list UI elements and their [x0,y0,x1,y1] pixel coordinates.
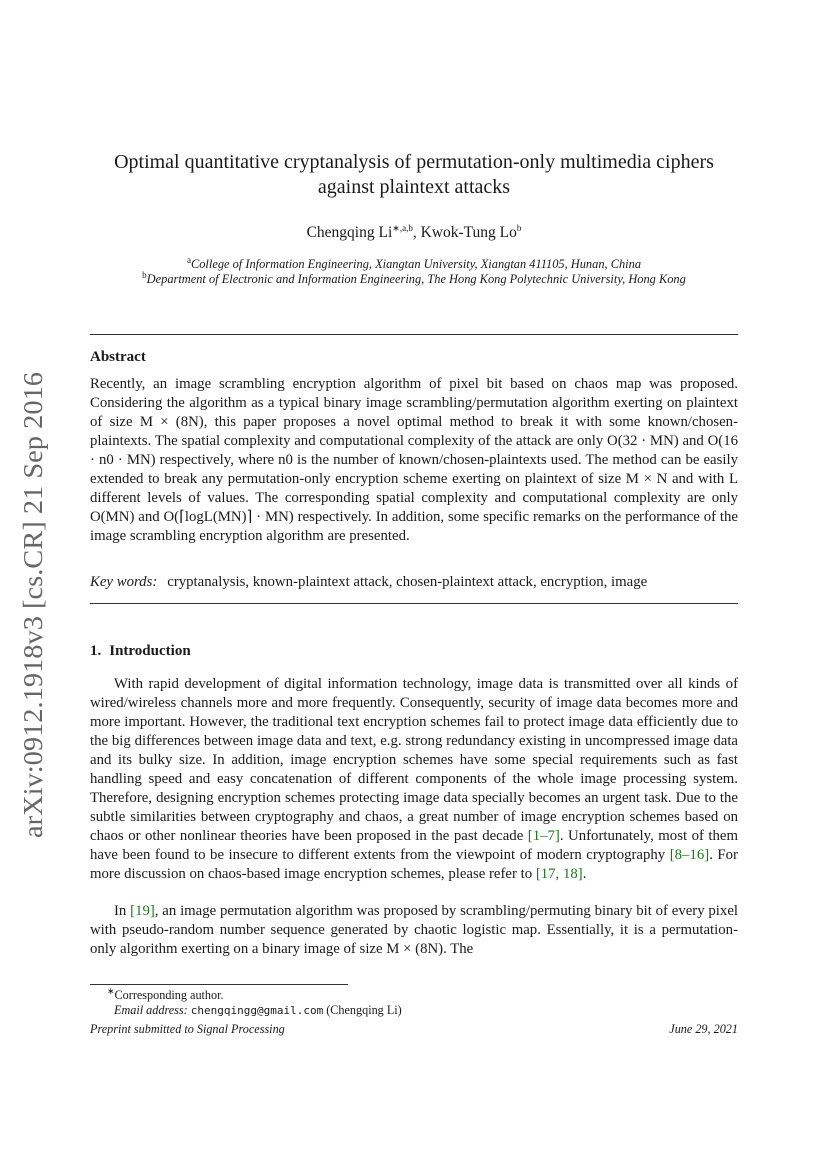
section-heading-introduction [90,643,191,660]
paper-title [90,150,738,200]
author-separator: , [412,224,421,241]
section-number: 1. [90,643,102,659]
keywords [90,574,738,591]
email-owner: (Chengqing Li) [326,1003,402,1017]
keywords-label: Key words: [90,574,158,590]
email-label: Email address: [114,1003,188,1017]
footnote-mark: ∗ [107,985,115,996]
abstract-bottom-rule [90,603,738,604]
abstract-text: Recently, an image scrambling encryption algorithm of pixel bit based on chaos map was proposed. Considering the algorithm as a typical binary image scrambling/permutation algorithm exerting on plaintext of size M × (8N), this paper proposes a novel optimal method to break it with some known/chosen-plaintexts. The spatial complexity and computational complexity of the attack are only O(32 · MN) and O(16 · n0 · MN) respectively, where n0 is the number of known/chosen-plaintexts used. The method can be easily extended to break any permutation-only encryption scheme exerting on plaintext of size M × N and with L different levels of values. The corresponding spatial complexity and computational complexity are only O(MN) and O(⌈logL(MN)⌉ · MN) respectively. In addition, some specific remarks on the performance of the image scrambling encryption algorithm are presented. [90,376,738,544]
keywords-text: cryptanalysis, known-plaintext attack, chosen-plaintext attack, encryption, image [167,574,648,590]
citation-link[interactable]: [19] [130,903,155,919]
abstract-heading: Abstract [90,349,146,365]
footnote-rule [90,984,348,985]
citation-link[interactable]: [17, 18] [535,866,583,882]
arxiv-identifier: arXiv:0912.1918v3 [cs.CR] 21 Sep 2016 [18,395,48,838]
author-2-marks: b [516,222,522,233]
affiliation-a-mark: a [186,254,191,265]
title-line-1: Optimal quantitative cryptanalysis of permutation-only multimedia ciphers [114,151,714,173]
arxiv-stamp [12,370,52,840]
affiliation-a-text: College of Information Engineering, Xiangtan University, Xiangtan 411105, Hunan, China [190,257,642,271]
author-list [90,224,738,242]
title-line-2: against plaintext attacks [317,176,511,198]
footnote-corresponding-text: Corresponding author. [114,988,224,1002]
footnote-corresponding [107,985,224,1003]
preprint-note: Preprint submitted to Signal Processing [90,1022,285,1036]
author-1-marks: ∗,a,b [392,222,413,233]
affiliation-b-mark: b [142,269,147,280]
author-name-2: Kwok-Tung Lo [420,224,517,241]
intro-paragraph-2 [90,902,738,959]
intro-p1-text-a: With rapid development of digital information technology, image data is transmitted over all kinds of wired/wireless channels more and more frequently. Consequently, security of image data becomes more and more important. However, the traditional text encryption schemes fail to protect image data efficiently due to the big differences between image data and text, e.g. strong redundancy existing in uncompressed image data and its bulky size. In addition, image encryption schemes have some special requirements such as fast handling speed and easy concatenation of different components of the whole image processing system. Therefore, designing encryption schemes protecting image data specially becomes an urgent task. Due to the subtle similarities between cryptography and chaos, a great number of image encryption schemes based on chaos or other nonlinear theories have been proposed in the past decade [90,676,738,844]
intro-p2-text-b: , an image permutation algorithm was proposed by scrambling/permuting binary bit of every pixel with pseudo-random number sequence generated by chaotic logistic map. Essentially, it is a permutation-only algorithm exerting on a binary image of size M × (8N). The [90,903,739,957]
intro-p1-text-d: . [582,866,587,882]
citation-link[interactable]: [1–7] [527,828,560,844]
affiliation-b-text: Department of Electronic and Information Engineering, The Hong Kong Polytechnic University, Hong Kong [146,272,686,286]
affiliation-a [90,254,738,272]
footnote-email [114,1003,402,1018]
abstract-top-rule [90,334,738,335]
preprint-date: June 29, 2021 [669,1022,738,1036]
intro-p1-text-c: . For more discussion on chaos-based image encryption schemes, please refer to [90,847,738,882]
email-link[interactable]: chengqingg@gmail.com [190,1004,324,1017]
citation-link[interactable]: [8–16] [669,847,710,863]
intro-p1-text-b: . Unfortunately, most of them have been found to be insecure to different extents from the viewpoint of modern cryptography [90,828,738,863]
intro-p2-text-a: In [114,903,131,919]
section-title: Introduction [109,643,191,659]
affiliation-b [90,269,738,287]
intro-paragraph-1 [90,675,738,884]
author-name-1: Chengqing Li [306,224,393,241]
